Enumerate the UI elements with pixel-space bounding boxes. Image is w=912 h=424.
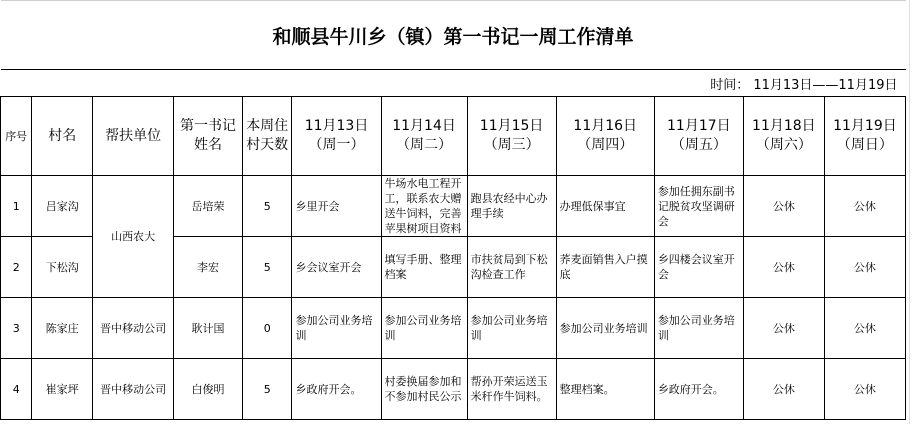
cell-mon[interactable]: 乡政府开会。 [292,359,381,420]
cell-days[interactable]: 5 [242,176,292,237]
header-seq[interactable]: 序号 [1,97,32,176]
cell-secretary[interactable]: 白俊明 [174,359,243,420]
cell-seq[interactable]: 4 [1,359,32,420]
header-days[interactable] [242,97,292,176]
header-sat[interactable] [743,97,824,176]
header-sat-date: 11月18日 [752,118,816,134]
header-secretary[interactable] [174,97,243,176]
table-row [1,298,906,359]
cell-tue[interactable]: 参加公司业务培训 [381,298,467,359]
cell-sun[interactable]: 公休 [824,359,905,420]
header-sun[interactable] [824,97,905,176]
cell-sun[interactable]: 公休 [824,237,905,298]
cell-tue[interactable]: 村委换届参加和不参加村民公示 [381,359,467,420]
sheet-title[interactable]: 和顺县牛川乡（镇）第一书记一周工作清单 [1,1,906,70]
header-fri[interactable] [654,97,743,176]
header-wed[interactable] [467,97,556,176]
header-wed-weekday: （周三） [483,137,540,153]
cell-fri[interactable]: 乡四楼会议室开会 [654,237,743,298]
cell-seq[interactable]: 3 [1,298,32,359]
cell-fri[interactable]: 乡政府开会。 [654,359,743,420]
cell-unit[interactable]: 晋中移动公司 [93,359,174,420]
cell-secretary[interactable]: 李宏 [174,237,243,298]
time-range[interactable]: 时间： 11月13日——11月19日 [1,70,906,97]
cell-sat[interactable]: 公休 [743,298,824,359]
cell-sun[interactable]: 公休 [824,298,905,359]
header-thu-weekday: （周四） [577,137,634,153]
header-village[interactable]: 村名 [32,97,93,176]
header-sun-weekday: （周日） [836,137,893,153]
cell-wed[interactable]: 帮孙开荣运送玉米秆作牛饲料。 [467,359,556,420]
cell-wed[interactable]: 跑县农经中心办理手续 [467,176,556,237]
cell-seq[interactable]: 2 [1,237,32,298]
header-unit[interactable]: 帮扶单位 [93,97,174,176]
cell-thu[interactable]: 参加公司业务培训 [556,298,654,359]
cell-mon[interactable]: 参加公司业务培训 [292,298,381,359]
cell-wed[interactable]: 市扶贫局到下松沟检查工作 [467,237,556,298]
header-row [1,97,906,176]
table-row [1,176,906,237]
cell-thu[interactable]: 荞麦面销售入户摸底 [556,237,654,298]
cell-village[interactable]: 吕家沟 [32,176,93,237]
cell-sat[interactable]: 公休 [743,176,824,237]
cell-wed[interactable]: 参加公司业务培训 [467,298,556,359]
cell-days[interactable]: 0 [242,298,292,359]
header-sat-weekday: （周六） [755,137,812,153]
table-row [1,359,906,420]
cell-seq[interactable]: 1 [1,176,32,237]
cell-sun[interactable]: 公休 [824,176,905,237]
header-wed-date: 11月15日 [479,118,544,134]
header-sun-date: 11月19日 [833,118,897,134]
cell-fri[interactable]: 参加公司业务培训 [654,298,743,359]
header-thu-date: 11月16日 [573,118,638,134]
header-fri-date: 11月17日 [667,118,731,134]
cell-sat[interactable]: 公休 [743,237,824,298]
cell-days[interactable]: 5 [242,237,292,298]
header-secretary-line1: 第一书记 [179,118,236,134]
header-days-line2: 村天数 [246,137,289,153]
cell-unit[interactable]: 晋中移动公司 [93,298,174,359]
header-mon[interactable] [292,97,381,176]
header-days-line1: 本周住 [246,118,289,134]
cell-unit-merged[interactable]: 山西农大 [93,176,174,298]
cell-sat[interactable]: 公休 [743,359,824,420]
cell-fri[interactable]: 参加任拥东副书记脱贫攻坚调研会 [654,176,743,237]
cell-tue[interactable]: 牛场水电工程开工，联系农大赠送牛饲料，完善苹果树项目资料 [381,176,467,237]
header-secretary-line2: 姓名 [193,137,222,153]
cell-village[interactable]: 陈家庄 [32,298,93,359]
grid-line [909,0,910,424]
cell-mon[interactable]: 乡里开会 [292,176,381,237]
cell-secretary[interactable]: 耿计国 [174,298,243,359]
cell-village[interactable]: 崔家坪 [32,359,93,420]
cell-thu[interactable]: 整理档案。 [556,359,654,420]
header-tue-weekday: （周二） [396,137,453,153]
header-tue-date: 11月14日 [392,118,456,134]
cell-thu[interactable]: 办理低保事宜 [556,176,654,237]
cell-village[interactable]: 下松沟 [32,237,93,298]
cell-days[interactable]: 5 [242,359,292,420]
cell-mon[interactable]: 乡会议室开会 [292,237,381,298]
header-fri-weekday: （周五） [670,137,727,153]
cell-secretary[interactable]: 岳培荣 [174,176,243,237]
cell-tue[interactable]: 填写手册、整理档案 [381,237,467,298]
header-mon-weekday: （周一） [308,137,365,153]
header-thu[interactable] [556,97,654,176]
header-tue[interactable] [381,97,467,176]
header-mon-date: 11月13日 [304,118,369,134]
